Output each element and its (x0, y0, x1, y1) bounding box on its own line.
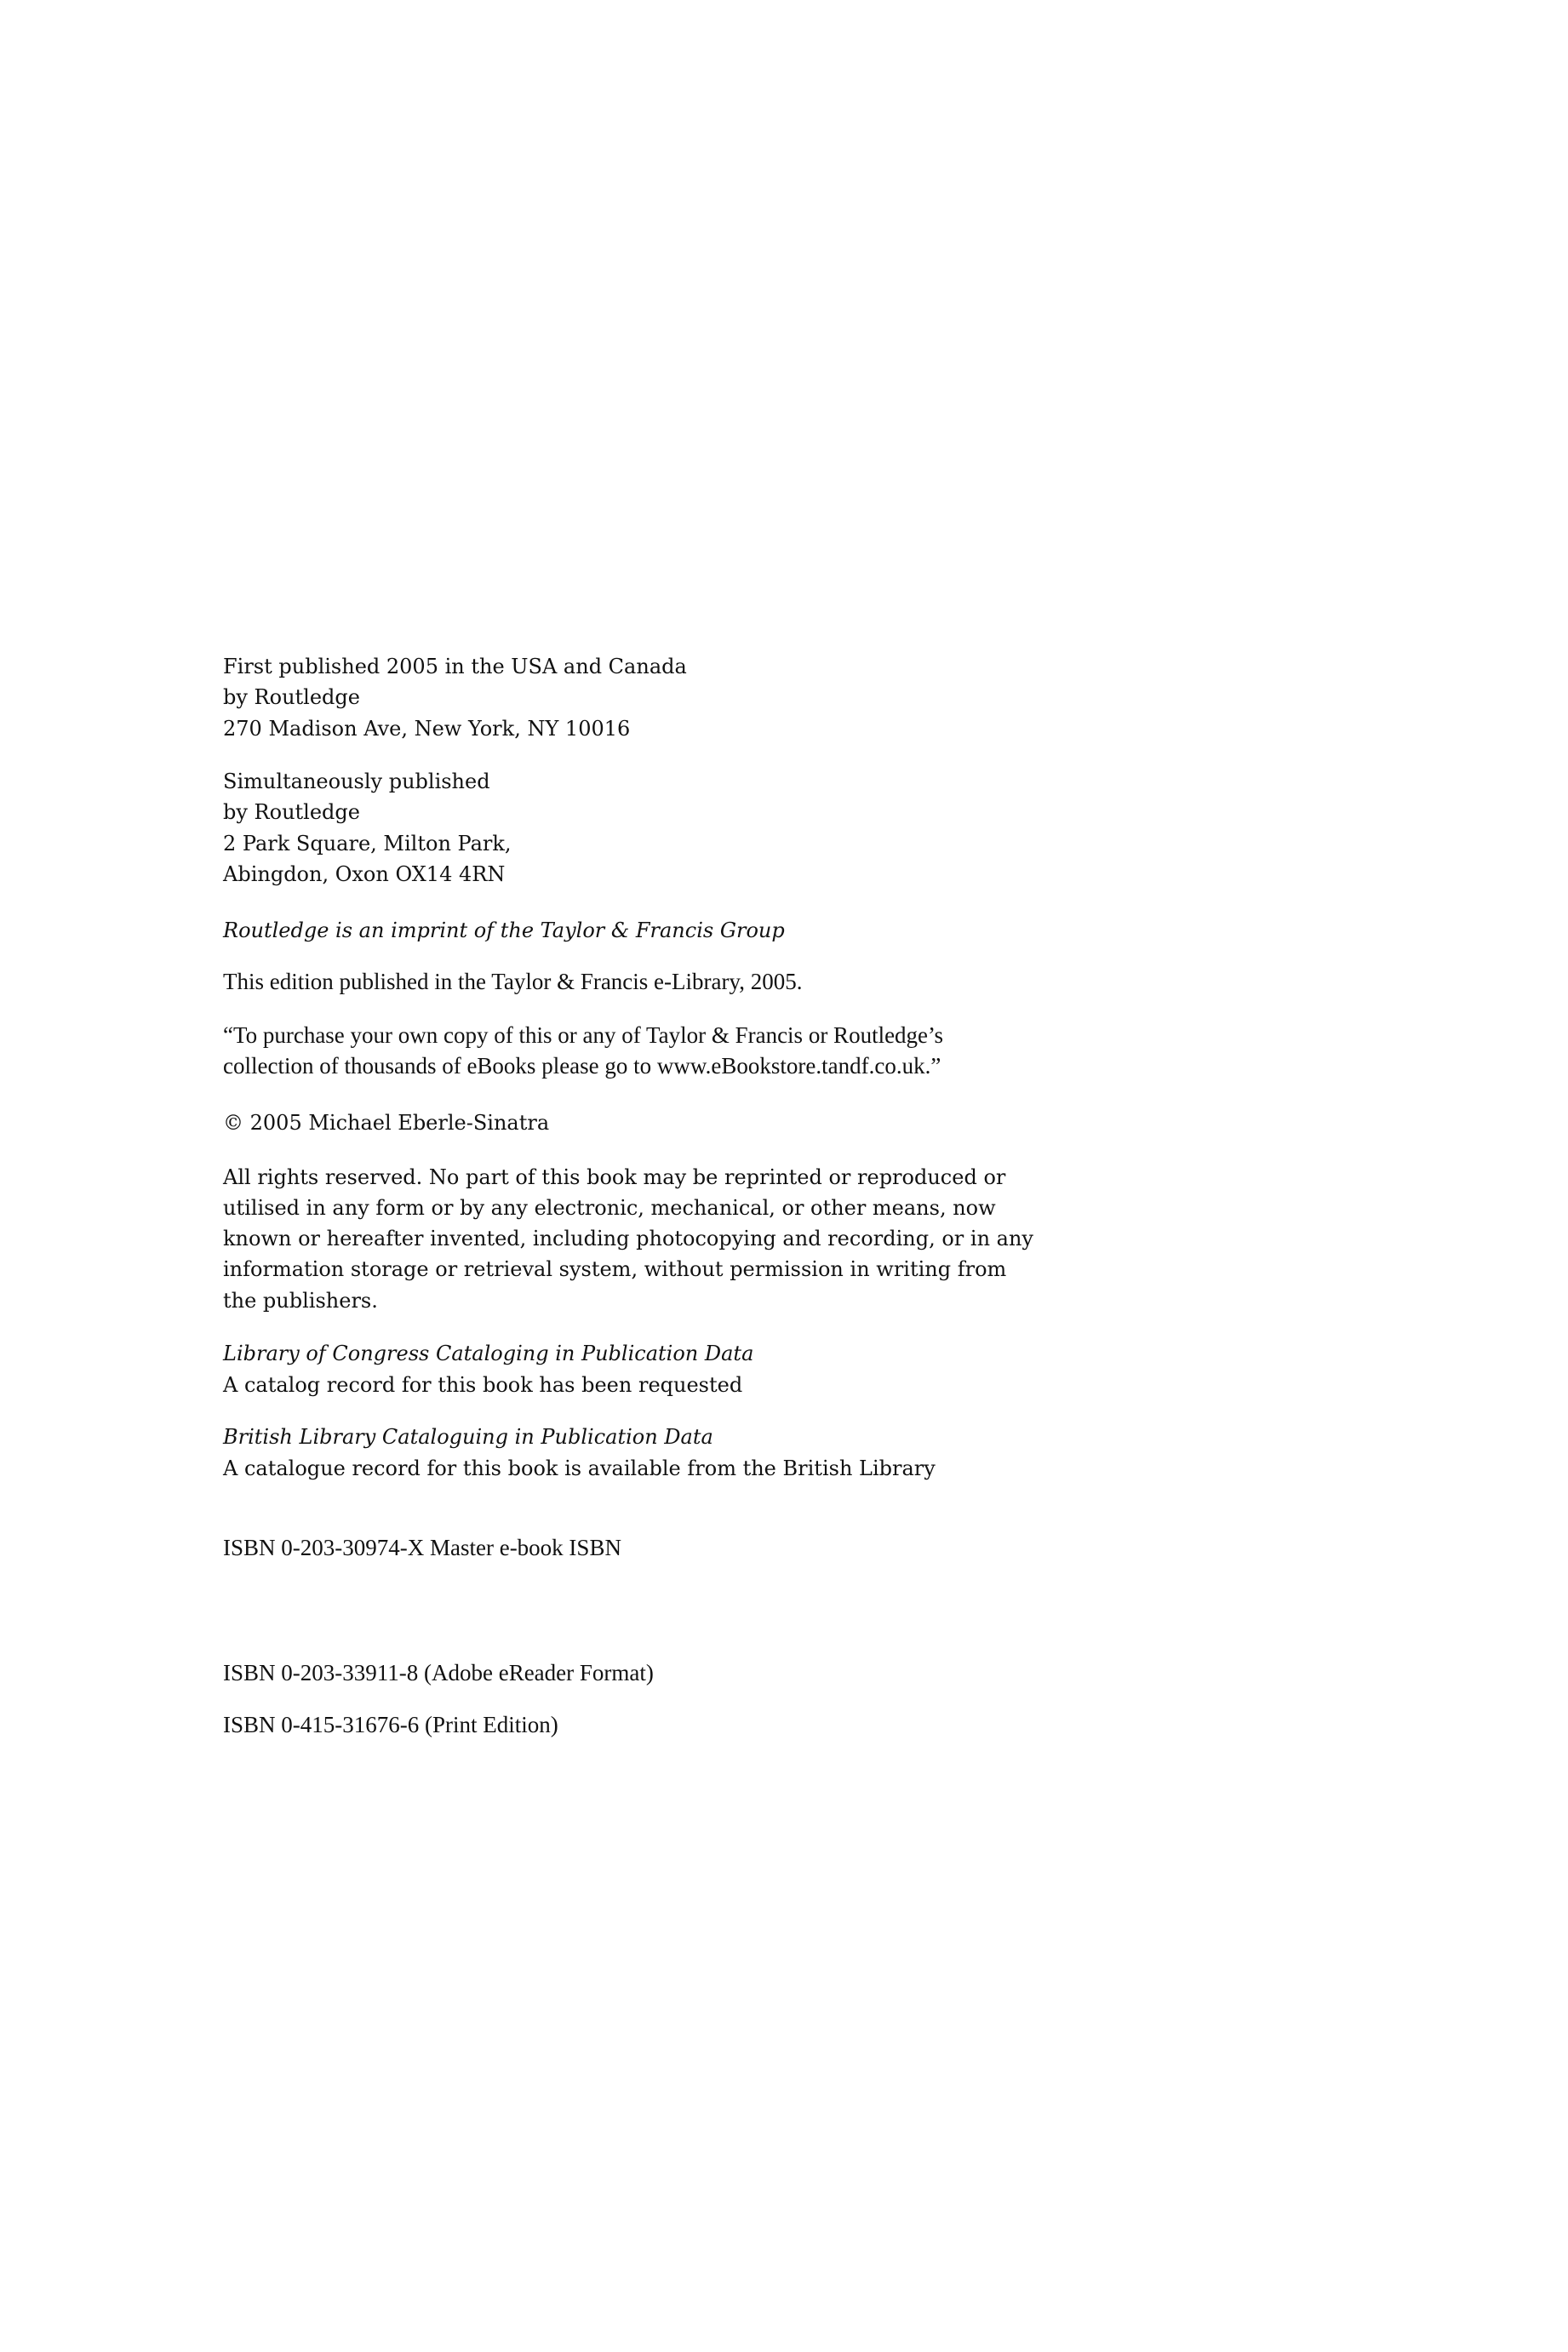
copyright-notice: © 2005 Michael Eberle-Sinatra (223, 1111, 550, 1135)
simultaneous-address-1: 2 Park Square, Milton Park, (223, 832, 512, 856)
first-published-line-1: First published 2005 in the USA and Canada (223, 655, 687, 678)
purchase-note-line-1: “To purchase your own copy of this or any of Taylor & Francis or Routledge’s (223, 1022, 944, 1048)
simultaneous-address-2: Abingdon, Oxon OX14 4RN (223, 862, 506, 886)
rights-line-4: information storage or retrieval system, without permission in writing from (223, 1257, 1007, 1281)
simultaneous-line-1: Simultaneously published (223, 770, 490, 793)
isbn-print: ISBN 0-415-31676-6 (Print Edition) (223, 1712, 558, 1737)
loc-text: A catalog record for this book has been requested (223, 1373, 743, 1397)
first-published-address: 270 Madison Ave, New York, NY 10016 (223, 717, 631, 741)
edition-note: This edition published in the Taylor & Francis e-Library, 2005. (223, 969, 803, 994)
purchase-note-line-2: collection of thousands of eBooks please go to www.eBookstore.tandf.co.uk.” (223, 1053, 941, 1079)
bl-heading: British Library Cataloguing in Publication Data (223, 1425, 713, 1449)
loc-heading: Library of Congress Cataloging in Publication Data (223, 1342, 754, 1365)
bl-text: A catalogue record for this book is available from the British Library (223, 1456, 936, 1480)
simultaneous-line-2: by Routledge (223, 800, 360, 824)
rights-line-1: All rights reserved. No part of this book may be reprinted or reproduced or (223, 1165, 1006, 1189)
imprint-note: Routledge is an imprint of the Taylor & Francis Group (223, 918, 785, 942)
first-published-line-2: by Routledge (223, 685, 360, 709)
isbn-adobe: ISBN 0-203-33911-8 (Adobe eReader Format) (223, 1660, 654, 1685)
rights-line-3: known or hereafter invented, including photocopying and recording, or in any (223, 1227, 1033, 1250)
isbn-master: ISBN 0-203-30974-X Master e-book ISBN (223, 1535, 621, 1560)
rights-line-5: the publishers. (223, 1289, 378, 1313)
rights-line-2: utilised in any form or by any electronic, mechanical, or other means, now (223, 1196, 996, 1220)
